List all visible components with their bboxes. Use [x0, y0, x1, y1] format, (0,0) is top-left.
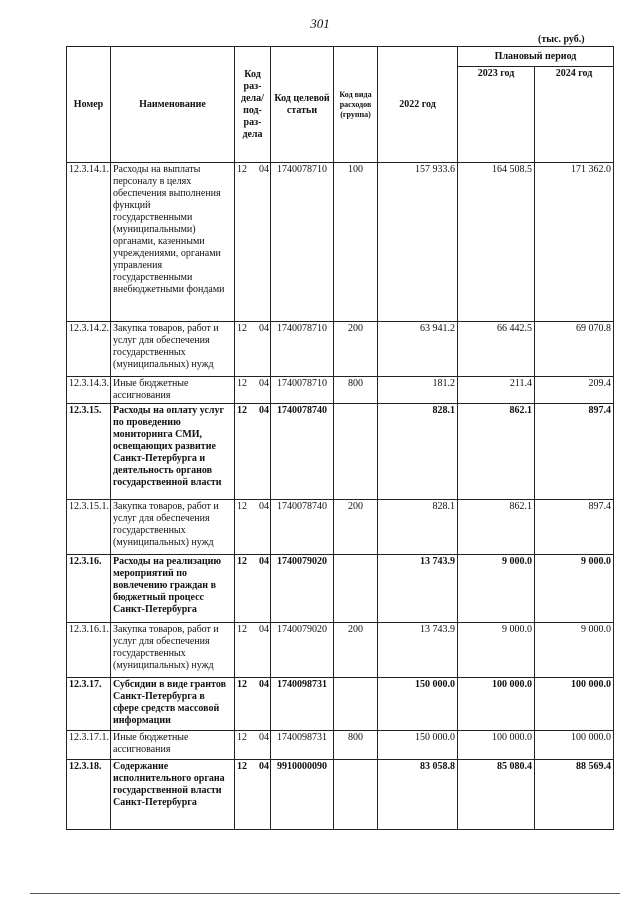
row-subsection-code: 04: [259, 761, 269, 772]
row-expense-type: 200: [334, 623, 378, 678]
row-subsection-code: 04: [259, 323, 269, 334]
row-2023: 100 000.0: [458, 731, 535, 760]
row-2024: 9 000.0: [535, 623, 614, 678]
row-2023: 66 442.5: [458, 322, 535, 377]
row-2023: 164 508.5: [458, 163, 535, 322]
row-number: 12.3.18.: [67, 760, 111, 830]
row-section: [235, 731, 271, 760]
header-planned-period: Плановый период: [458, 47, 614, 67]
header-name: Наименование: [111, 47, 235, 163]
table-row: [67, 404, 614, 500]
row-section: [235, 377, 271, 404]
row-expense-type: [334, 678, 378, 731]
row-2022: 13 743.9: [378, 623, 458, 678]
table-row: [67, 760, 614, 830]
row-subsection-code: 04: [259, 501, 269, 512]
row-2023: 9 000.0: [458, 623, 535, 678]
row-2022: 13 743.9: [378, 555, 458, 623]
row-2022: 150 000.0: [378, 678, 458, 731]
row-2024: 897.4: [535, 404, 614, 500]
row-name: Содержание исполнительного органа государственной власти Санкт-Петербурга: [111, 760, 235, 830]
row-expense-type: 200: [334, 500, 378, 555]
row-expense-type: 800: [334, 377, 378, 404]
row-subsection-code: 04: [259, 679, 269, 690]
row-2023: 211.4: [458, 377, 535, 404]
row-target: 1740098731: [271, 731, 334, 760]
row-target: 1740079020: [271, 555, 334, 623]
row-number: 12.3.16.: [67, 555, 111, 623]
row-target: 1740098731: [271, 678, 334, 731]
row-subsection-code: 04: [259, 378, 269, 389]
row-section: [235, 500, 271, 555]
row-2022: 181.2: [378, 377, 458, 404]
page-number: 301: [310, 16, 330, 31]
row-expense-type: [334, 555, 378, 623]
row-section-code: 12: [237, 501, 247, 512]
row-expense-type: [334, 404, 378, 500]
budget-table: [66, 46, 614, 830]
row-2022: 63 941.2: [378, 322, 458, 377]
row-section: [235, 760, 271, 830]
row-number: 12.3.14.3.: [67, 377, 111, 404]
row-section: [235, 322, 271, 377]
row-target: 1740079020: [271, 623, 334, 678]
header-section: Код раз-дела/ под-раз-дела: [235, 47, 271, 163]
row-name: Иные бюджетные ассигнования: [111, 377, 235, 404]
row-number: 12.3.14.1.: [67, 163, 111, 322]
row-subsection-code: 04: [259, 405, 269, 416]
row-subsection-code: 04: [259, 732, 269, 743]
header-expense-type: Код вида расходов (группа): [334, 47, 378, 163]
row-subsection-code: 04: [259, 624, 269, 635]
row-number: 12.3.15.: [67, 404, 111, 500]
table-row: [67, 322, 614, 377]
footer-rule: [30, 893, 620, 894]
row-expense-type: 100: [334, 163, 378, 322]
row-section-code: 12: [237, 405, 247, 416]
row-expense-type: 200: [334, 322, 378, 377]
table-row: [67, 555, 614, 623]
row-2024: 171 362.0: [535, 163, 614, 322]
row-name: Закупка товаров, работ и услуг для обеспечения государственных (муниципальных) нужд: [111, 500, 235, 555]
row-section: [235, 404, 271, 500]
table-row: [67, 377, 614, 404]
row-section-code: 12: [237, 378, 247, 389]
table-row: [67, 163, 614, 322]
row-section: [235, 678, 271, 731]
row-name: Закупка товаров, работ и услуг для обеспечения государственных (муниципальных) нужд: [111, 322, 235, 377]
row-subsection-code: 04: [259, 556, 269, 567]
row-2023: 862.1: [458, 404, 535, 500]
row-2024: 100 000.0: [535, 731, 614, 760]
row-section: [235, 623, 271, 678]
row-section-code: 12: [237, 624, 247, 635]
row-2022: 828.1: [378, 404, 458, 500]
row-subsection-code: 04: [259, 164, 269, 175]
row-section: [235, 555, 271, 623]
row-2023: 862.1: [458, 500, 535, 555]
row-2022: 83 058.8: [378, 760, 458, 830]
header-number: Номер: [67, 47, 111, 163]
header-2022: 2022 год: [378, 47, 458, 163]
row-name: Расходы на оплату услуг по проведению мониторинга СМИ, освещающих развитие Санкт-Петербурга и деятельность органов государственной власти: [111, 404, 235, 500]
row-section-code: 12: [237, 761, 247, 772]
row-name: Субсидии в виде грантов Санкт-Петербурга в сфере средств массовой информации: [111, 678, 235, 731]
row-number: 12.3.17.: [67, 678, 111, 731]
row-target: 1740078740: [271, 500, 334, 555]
row-number: 12.3.16.1.: [67, 623, 111, 678]
table-row: [67, 623, 614, 678]
row-section-code: 12: [237, 679, 247, 690]
row-target: 1740078710: [271, 377, 334, 404]
row-section-code: 12: [237, 323, 247, 334]
table-row: [67, 731, 614, 760]
row-target: 1740078740: [271, 404, 334, 500]
row-target: 1740078710: [271, 163, 334, 322]
row-name: Расходы на реализацию мероприятий по вовлечению граждан в бюджетный процесс Санкт-Петербурга: [111, 555, 235, 623]
row-number: 12.3.17.1.: [67, 731, 111, 760]
row-2023: 85 080.4: [458, 760, 535, 830]
header-target: Код целевой статьи: [271, 47, 334, 163]
row-number: 12.3.14.2.: [67, 322, 111, 377]
row-section-code: 12: [237, 164, 247, 175]
row-2023: 100 000.0: [458, 678, 535, 731]
row-section: [235, 163, 271, 322]
row-2022: 828.1: [378, 500, 458, 555]
row-section-code: 12: [237, 732, 247, 743]
row-expense-type: 800: [334, 731, 378, 760]
row-2024: 9 000.0: [535, 555, 614, 623]
row-target: 1740078710: [271, 322, 334, 377]
row-2024: 69 070.8: [535, 322, 614, 377]
row-name: Закупка товаров, работ и услуг для обеспечения государственных (муниципальных) нужд: [111, 623, 235, 678]
row-2022: 150 000.0: [378, 731, 458, 760]
row-section-code: 12: [237, 556, 247, 567]
row-number: 12.3.15.1.: [67, 500, 111, 555]
row-target: 9910000090: [271, 760, 334, 830]
row-name: Расходы на выплаты персоналу в целях обеспечения выполнения функций государственными (муниципальными) органами, казенными учреждениями, органами управления государственными внебюджетными фондами: [111, 163, 235, 322]
row-2024: 88 569.4: [535, 760, 614, 830]
row-2024: 209.4: [535, 377, 614, 404]
row-2024: 897.4: [535, 500, 614, 555]
row-2022: 157 933.6: [378, 163, 458, 322]
row-expense-type: [334, 760, 378, 830]
table-row: [67, 500, 614, 555]
row-2024: 100 000.0: [535, 678, 614, 731]
table-row: [67, 678, 614, 731]
row-name: Иные бюджетные ассигнования: [111, 731, 235, 760]
header-2024: 2024 год: [535, 67, 614, 163]
unit-note: (тыс. руб.): [538, 34, 585, 45]
header-2023: 2023 год: [458, 67, 535, 163]
row-2023: 9 000.0: [458, 555, 535, 623]
